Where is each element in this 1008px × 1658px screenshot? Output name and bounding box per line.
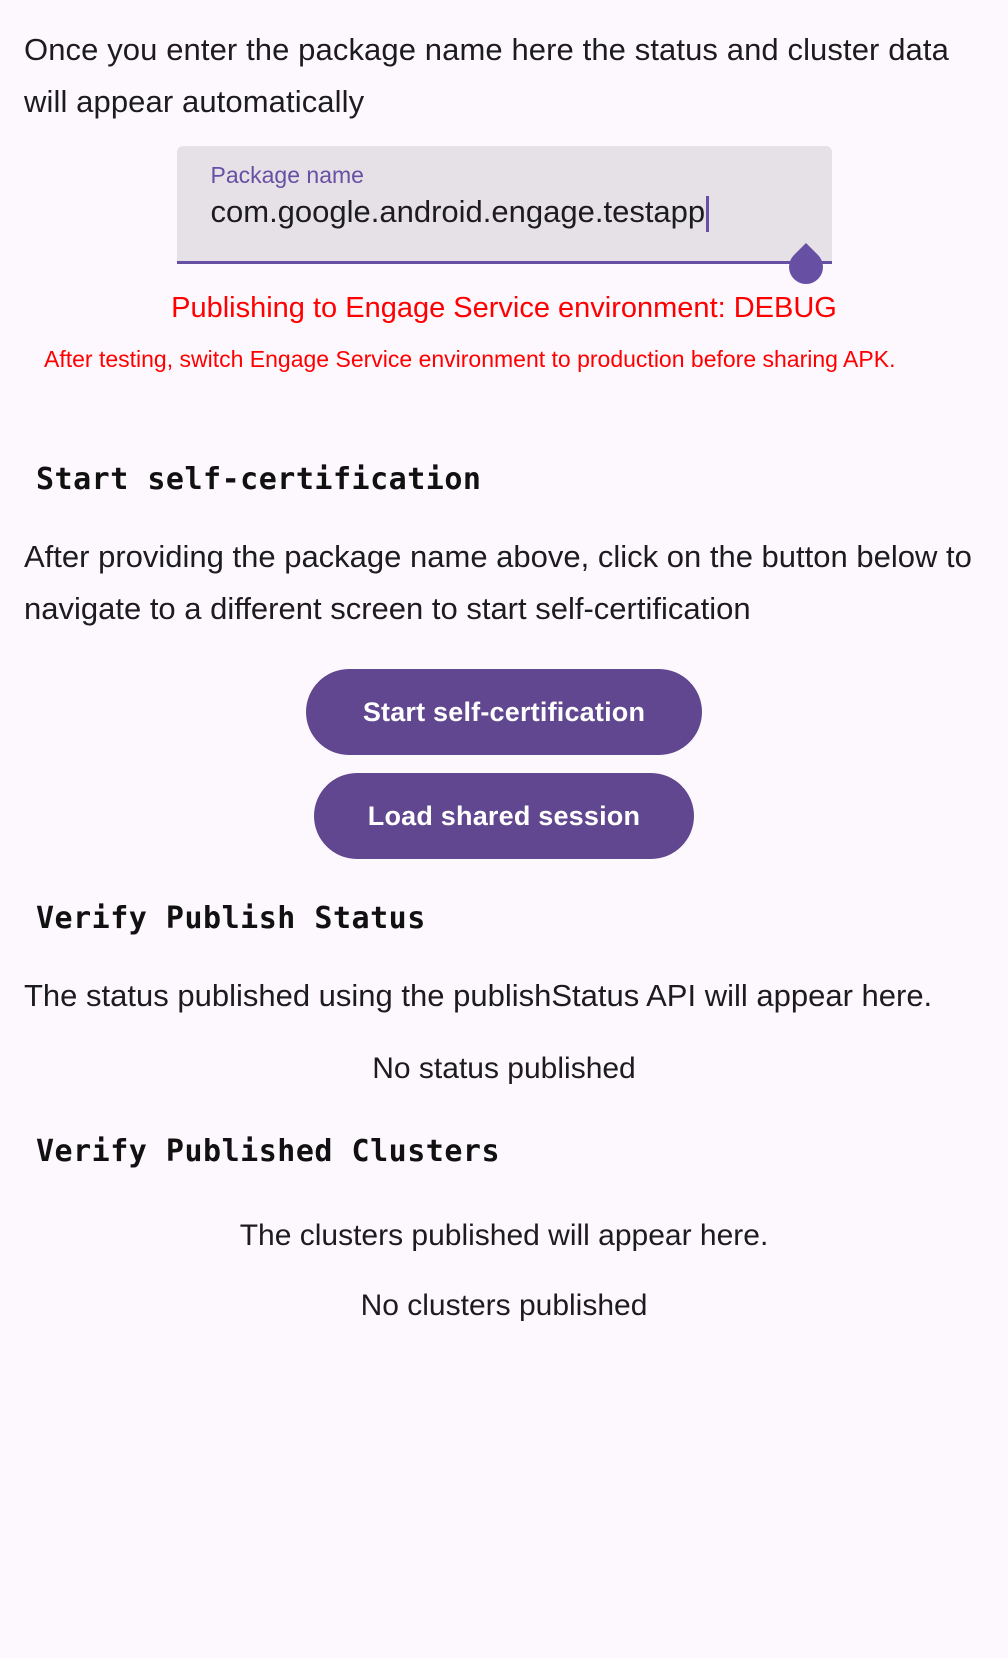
clusters-empty-state: No clusters published bbox=[360, 1289, 648, 1322]
self-certification-actions bbox=[24, 669, 984, 859]
package-name-value-row bbox=[211, 190, 798, 234]
environment-warning-detail: After testing, switch Engage Service environment to production before sharing APK. bbox=[44, 346, 896, 372]
publish-status-description: The status published using the publishStatus API will appear here. bbox=[24, 978, 933, 1013]
intro-instruction: Once you enter the package name here the status and cluster data will appear automatically bbox=[24, 32, 949, 119]
text-caret-icon bbox=[706, 196, 709, 232]
package-name-label: Package name bbox=[210, 162, 364, 188]
clusters-description: The clusters published will appear here. bbox=[239, 1219, 769, 1252]
environment-warning: Publishing to Engage Service environment: DEBUG bbox=[171, 292, 837, 324]
self-certification-description: After providing the package name above, click on the button below to navigate to a different screen to start self-certification bbox=[24, 539, 972, 626]
start-self-certification-button[interactable]: Start self-certification bbox=[306, 669, 702, 755]
package-name-field[interactable] bbox=[177, 146, 832, 264]
package-name-field-wrapper bbox=[177, 146, 832, 264]
package-name-input[interactable]: com.google.android.engage.testapp bbox=[210, 194, 706, 229]
section-title-publish-status: Verify Publish Status bbox=[36, 901, 426, 936]
load-shared-session-button[interactable]: Load shared session bbox=[314, 773, 694, 859]
section-title-self-certification: Start self-certification bbox=[36, 462, 482, 497]
publish-status-empty-state: No status published bbox=[372, 1052, 636, 1085]
section-title-published-clusters: Verify Published Clusters bbox=[36, 1134, 501, 1169]
